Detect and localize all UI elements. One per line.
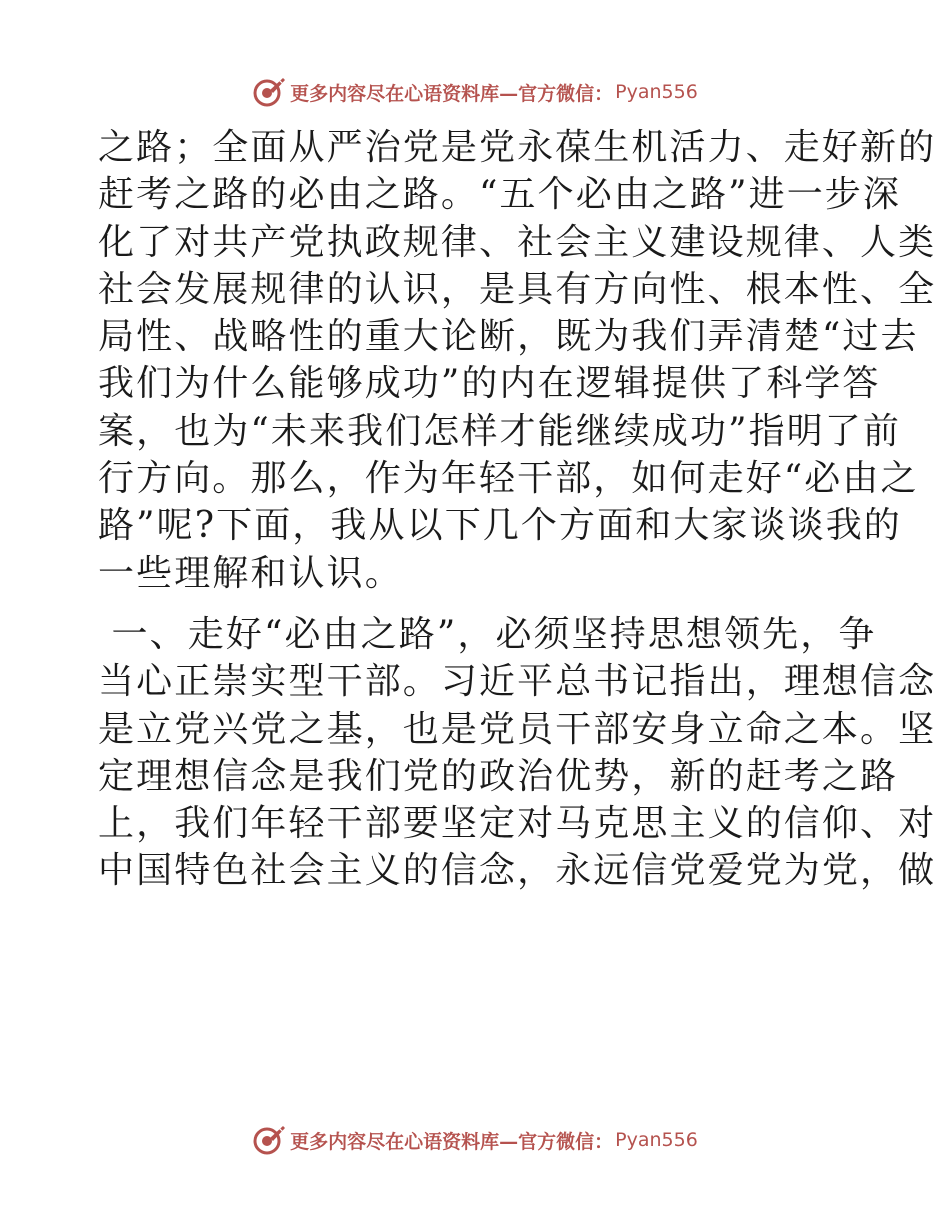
text-line: 是立党兴党之基，也是党员干部安身立命之本。坚: [98, 708, 937, 750]
paragraph-gap: [98, 597, 858, 611]
text-line: 局性、战略性的重大论断，既为我们弄清楚“过去: [98, 316, 919, 358]
footer-wechat-id: Pyan556: [615, 1129, 698, 1151]
body-text: [98, 124, 937, 895]
text-line: 案，也为“未来我们怎样才能继续成功”指明了前: [98, 410, 902, 452]
text-line: 定理想信念是我们党的政治优势，新的赶考之路: [98, 755, 899, 797]
text-line: 赶考之路的必由之路。“五个必由之路”进一步深: [98, 174, 902, 216]
text-line: 路”呢?下面，我从以下几个方面和大家谈谈我的: [98, 505, 902, 547]
header-text: 更多内容尽在心语资料库—官方微信：: [290, 82, 614, 105]
header-wechat-id: Pyan556: [615, 81, 698, 103]
text-line: 中国特色社会主义的信念，永远信党爱党为党，做: [98, 850, 937, 892]
text-line: 之路；全面从严治党是党永葆生机活力、走好新的: [98, 127, 937, 168]
text-line: 我们为什么能够成功”的内在逻辑提供了科学答: [98, 363, 881, 405]
text-line: 上，我们年轻干部要坚定对马克思主义的信仰、对: [98, 803, 937, 845]
footer-banner: [0, 1120, 950, 1160]
pen-circle-logo-icon: [252, 75, 286, 109]
footer-text: 更多内容尽在心语资料库—官方微信：: [290, 1130, 614, 1153]
header-banner: [0, 72, 950, 112]
text-line: 当心正崇实型干部。习近平总书记指出，理想信念: [98, 661, 937, 703]
text-line: 社会发展规律的认识，是具有方向性、根本性、全: [98, 268, 937, 310]
text-line: 行方向。那么，作为年轻干部，如何走好“必由之: [98, 458, 919, 500]
text-line: 化了对共产党执政规律、社会主义建设规律、人类: [98, 221, 937, 263]
text-line: 一些理解和认识。: [98, 552, 403, 594]
pen-circle-logo-icon: [252, 1123, 286, 1157]
text-line: 一、走好“必由之路”，必须坚持思想领先，争: [98, 613, 877, 655]
